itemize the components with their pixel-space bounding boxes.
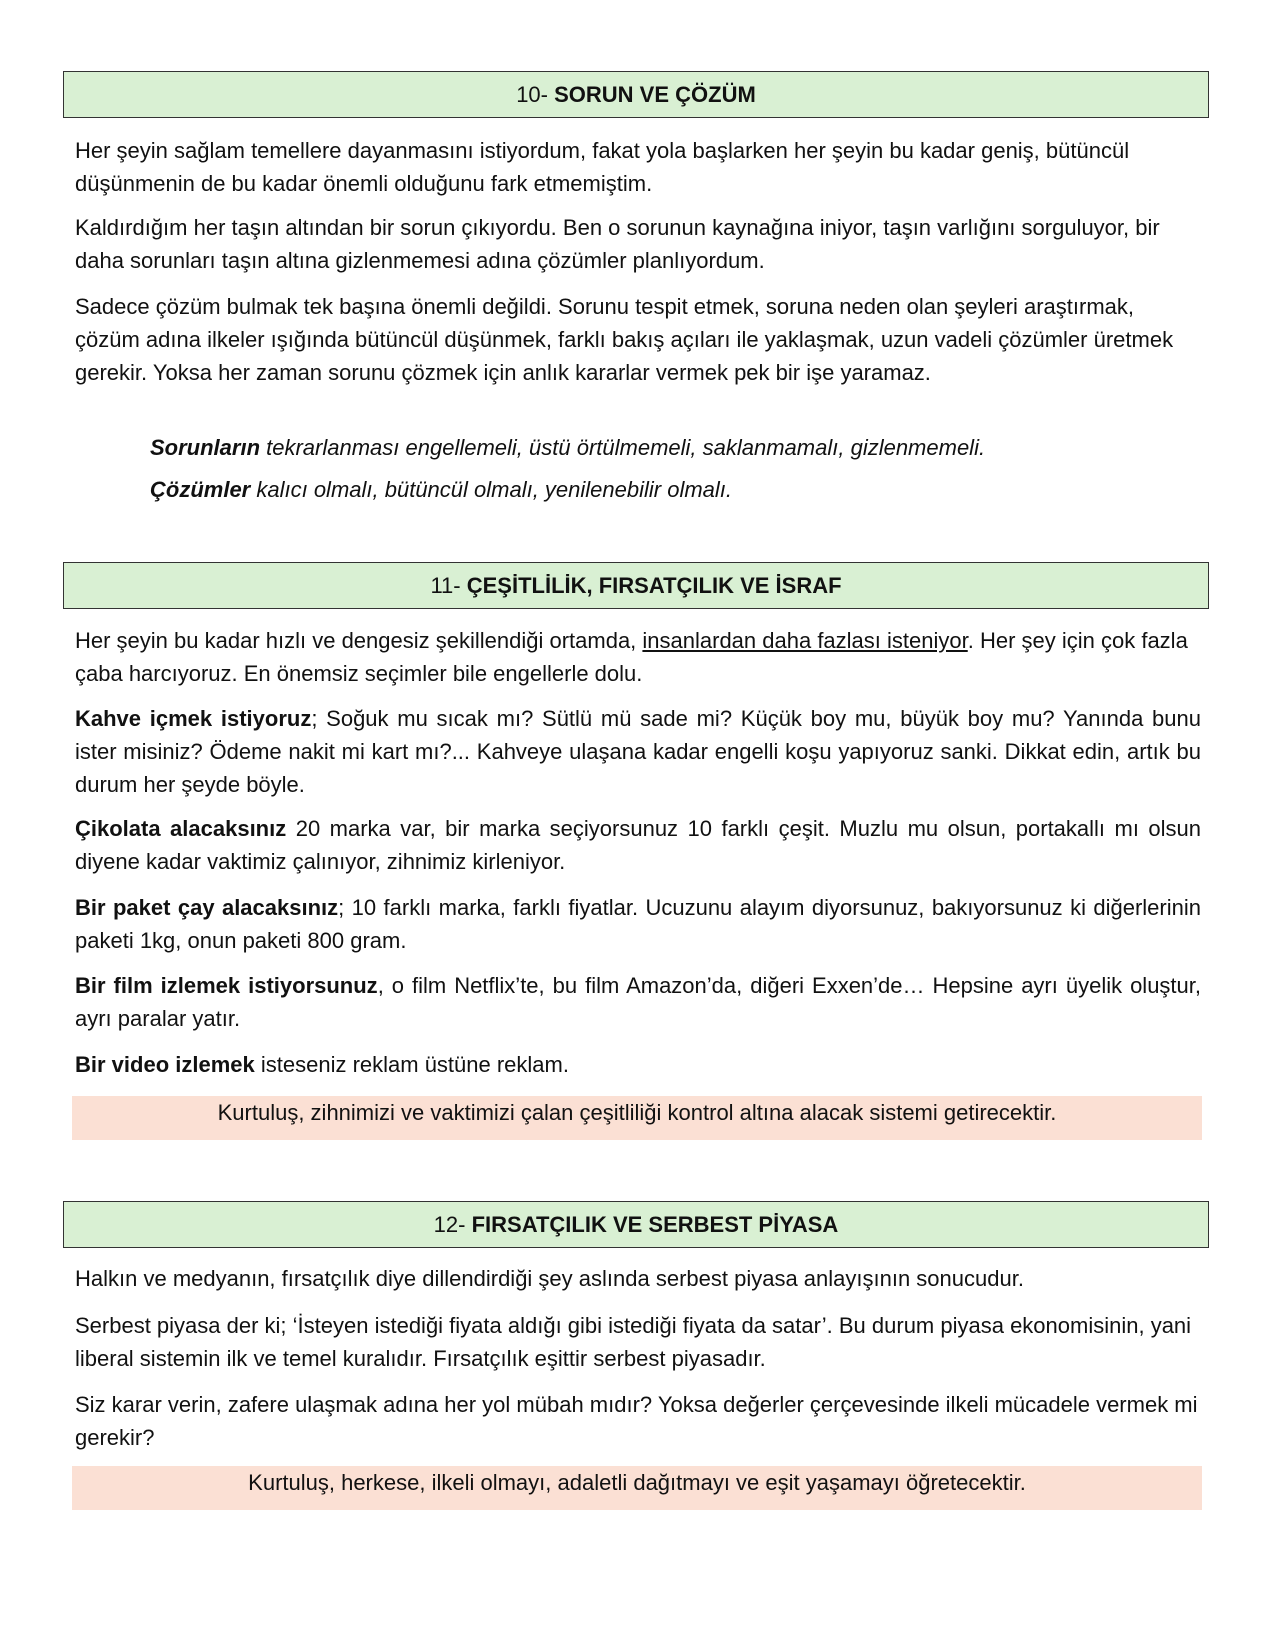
emphasis-text: kalıcı olmalı, bütüncül olmalı, yenilenebilir olmalı.: [250, 477, 733, 502]
section-number: 12-: [433, 1212, 466, 1237]
example-lead: Bir video izlemek: [75, 1052, 255, 1077]
example-paragraph: [75, 969, 1201, 1035]
paragraph: Serbest piyasa der ki; ‘İsteyen istediği fiyata aldığı gibi istediği fiyata da satar’. Bu durum piyasa ekonomisinin, yani liberal sistemin ilk ve temel kuralıdır. Fırsatçılık eşittir serbest piyasadır.: [75, 1313, 1192, 1371]
example-lead: Bir paket çay alacaksınız: [75, 895, 339, 920]
emphasis-bold: Çözümler: [150, 477, 251, 502]
example-text: ; Soğuk mu sıcak mı? Sütlü mü sade mi? Küçük boy mu, büyük boy mu? Yanında bunu ister misiniz? Ödeme nakit mi kart mı?... Kahveye ulaşana kadar engelli koşu yapıyoruz sanki. Dikkat edin, artık bu durum her şeyde böyle.: [75, 706, 1201, 797]
intro-text: . Her şey için çok fazla çaba harcıyoruz. En önemsiz seçimler bile engellerle dolu.: [75, 628, 1188, 686]
example-paragraph: [75, 1048, 1201, 1081]
section-title: SORUN VE ÇÖZÜM: [554, 82, 756, 107]
section-title: FIRSATÇILIK VE SERBEST PİYASA: [471, 1212, 839, 1237]
example-lead: Kahve içmek istiyoruz: [75, 706, 312, 731]
example-paragraph: [75, 891, 1201, 957]
emphasis-line: [150, 473, 1200, 506]
example-paragraph: [75, 812, 1201, 878]
section-title: ÇEŞİTLİLİK, FIRSATÇILIK VE İSRAF: [466, 573, 842, 598]
example-paragraph: [75, 702, 1201, 801]
emphasis-line: [150, 431, 1200, 464]
section-number: 11-: [430, 573, 461, 598]
intro-text: Her şeyin bu kadar hızlı ve dengesiz şekillendiği ortamda,: [75, 628, 643, 653]
example-text: , o film Netflix’te, bu film Amazon’da, diğeri Exxen’de… Hepsine ayrı üyelik oluştur, ayrı paralar yatır.: [75, 973, 1202, 1031]
example-lead: Bir film izlemek istiyorsunuz: [75, 973, 378, 998]
example-text: 20 marka var, bir marka seçiyorsunuz 10 farklı çeşit. Muzlu mu olsun, portakallı mı olsun diyene kadar vaktimiz çalınıyor, zihnimiz kirleniyor.: [75, 816, 1201, 874]
paragraph: [75, 624, 1201, 690]
section-10-header: [63, 71, 1209, 118]
example-text: ; 10 farklı marka, farklı fiyatlar. Ucuzunu alayım diyorsunuz, bakıyorsunuz ki diğerlerinin paketi 1kg, onun paketi 800 gram.: [75, 895, 1201, 953]
paragraph: Kaldırdığım her taşın altından bir sorun çıkıyordu. Ben o sorunun kaynağına iniyor, taşın varlığını sorguluyor, bir daha sorunları taşın altına gizlenmemesi adına çözümler planlıyordum.: [75, 215, 1160, 273]
section-11-header: [63, 562, 1209, 609]
paragraph: Siz karar verin, zafere ulaşmak adına her yol mübah mıdır? Yoksa değerler çerçevesinde ilkeli mücadele vermek mi gerekir?: [75, 1392, 1198, 1450]
conclusion-callout: Kurtuluş, zihnimizi ve vaktimizi çalan çeşitliliği kontrol altına alacak sistemi getirecektir.: [72, 1096, 1202, 1140]
example-lead: Çikolata alacaksınız: [75, 816, 287, 841]
section-number: 10-: [516, 82, 548, 107]
paragraph: Sadece çözüm bulmak tek başına önemli değildi. Sorunu tespit etmek, soruna neden olan şeyleri araştırmak, çözüm adına ilkeler ışığında bütüncül düşünmek, farklı bakış açıları ile yaklaşmak, uzun vadeli çözümler üretmek gerekir. Yoksa her zaman sorunu çözmek için anlık kararlar vermek pek bir işe yaramaz.: [75, 294, 1174, 385]
conclusion-callout: Kurtuluş, herkese, ilkeli olmayı, adaletli dağıtmayı ve eşit yaşamayı öğretecektir.: [72, 1466, 1202, 1510]
emphasis-text: tekrarlanması engellemeli, üstü örtülmemeli, saklanmamalı, gizlenmemeli.: [260, 435, 986, 460]
section-12-header: [63, 1201, 1209, 1248]
example-text: isteseniz reklam üstüne reklam.: [254, 1052, 569, 1077]
paragraph: Halkın ve medyanın, fırsatçılık diye dillendirdiği şey aslında serbest piyasa anlayışının sonucudur.: [75, 1266, 1024, 1291]
emphasis-bold: Sorunların: [150, 435, 261, 460]
underlined-phrase: insanlardan daha fazlası isteniyor: [642, 628, 968, 653]
paragraph: Her şeyin sağlam temellere dayanmasını istiyordum, fakat yola başlarken her şeyin bu kadar geniş, bütüncül düşünmenin de bu kadar önemli olduğunu fark etmemiştim.: [75, 138, 1130, 196]
